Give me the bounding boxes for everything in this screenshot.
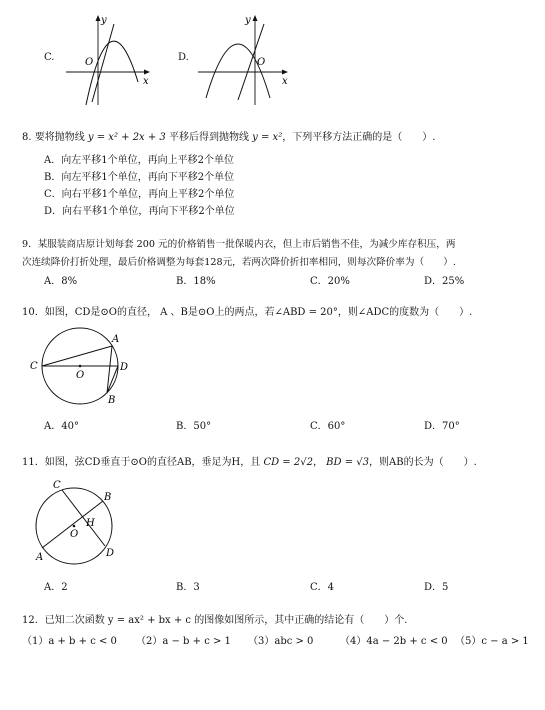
q12-conclusion-2: （2）a − b + c > 1: [136, 636, 231, 647]
q10-label-a: A: [112, 334, 120, 345]
q10-option-d[interactable]: D．70°: [424, 421, 460, 432]
q8-option-b[interactable]: B．向左平移1个单位，再向下平移2个单位: [44, 172, 235, 183]
q10-option-a[interactable]: A．40°: [44, 421, 79, 432]
q8-option-a[interactable]: A．向左平移1个单位，再向上平移2个单位: [44, 155, 234, 166]
q8-stem: [22, 128, 435, 143]
q9-stem-line2: 次连续降价打折处理，最后价格调整为每套128元，若两次降价折扣率相同，则每次降价率为（ ）.: [22, 257, 456, 268]
q7-option-d-label: D.: [178, 52, 189, 63]
q12-stem: 12．已知二次函数 y = ax² + bx + c 的图像如图所示，其中正确的结论有（ ）个.: [22, 615, 408, 626]
q11-bd-expr: BD = √3: [326, 457, 369, 468]
q11-label-d: D: [106, 548, 115, 559]
q7-d-origin: O: [257, 57, 266, 68]
q11-stem: [22, 453, 477, 468]
q11-sep: ，: [312, 457, 323, 468]
q12-conclusion-1: （1）a + b + c < 0: [22, 636, 117, 647]
q11-figure: [30, 476, 140, 571]
q10-option-c[interactable]: C．60°: [310, 421, 346, 432]
q11-label-c: C: [53, 480, 61, 491]
q11-option-c[interactable]: C．4: [310, 582, 335, 593]
q9-option-d[interactable]: D．25%: [424, 276, 465, 287]
q11-stem-a: 11．如图，弦CD垂直于⊙O的直径AB，垂足为H，且: [22, 457, 261, 468]
q7-graph-c: [66, 10, 156, 105]
q11-option-a[interactable]: A．2: [44, 582, 68, 593]
q8-stem-a: 要将抛物线: [34, 132, 85, 143]
q9-stem-line1: 9．某服装商店原计划每套 200 元的价格销售一批保暖内衣，但上市后销售不佳，为减少库存积压，两: [22, 239, 456, 250]
q7-c-origin: O: [85, 57, 94, 68]
q11-option-d[interactable]: D．5: [424, 582, 449, 593]
q8-stem-b: 平移后得到抛物线: [168, 132, 249, 143]
q8-expr2: y = x²: [252, 132, 283, 143]
q11-label-o: O: [70, 529, 79, 540]
q11-option-b[interactable]: B．3: [176, 582, 200, 593]
q10-stem: 10．如图，CD是⊙O的直径， A 、B是⊙O上的两点，若∠ABD = 20°，则∠ADC的度数为（ ）.: [22, 307, 473, 318]
q7-d-axis-y: y: [245, 15, 251, 26]
q7-graph-d: [198, 10, 293, 105]
q11-label-a: A: [36, 552, 44, 563]
q12-conclusion-3: （3）abc > 0: [248, 636, 314, 647]
q11-stem-b: ，则AB的长为（ ）.: [369, 457, 477, 468]
q10-label-b: B: [108, 395, 116, 406]
q10-option-b[interactable]: B．50°: [176, 421, 212, 432]
q8-number: 8.: [22, 132, 32, 143]
q10-label-d: D: [120, 362, 129, 373]
q10-label-o: O: [76, 370, 85, 381]
q12-conclusion-5: （5）c − a > 1: [455, 636, 529, 647]
q8-option-c[interactable]: C．向右平移1个单位，再向上平移2个单位: [44, 189, 235, 200]
q9-option-c[interactable]: C．20%: [310, 276, 350, 287]
q8-stem-c: ，下列平移方法正确的是（ ）.: [282, 132, 436, 143]
q10-figure: [28, 318, 148, 408]
q11-label-h: H: [86, 518, 95, 529]
q9-option-b[interactable]: B．18%: [176, 276, 216, 287]
q7-d-axis-x: x: [282, 76, 288, 87]
q11-cd-expr: CD = 2√2: [263, 457, 313, 468]
q7-c-axis-y: y: [101, 15, 107, 26]
q9-option-a[interactable]: A．8%: [44, 276, 78, 287]
q7-c-axis-x: x: [143, 76, 149, 87]
q8-expr1: y = x² + 2x + 3: [87, 132, 166, 143]
q8-option-d[interactable]: D．向右平移1个单位，再向下平移2个单位: [44, 206, 235, 217]
q12-conclusion-4: （4）4a − 2b + c < 0: [340, 636, 448, 647]
q7-option-c-label: C.: [44, 52, 55, 63]
q10-label-c: C: [30, 361, 38, 372]
q11-label-b: B: [104, 492, 112, 503]
